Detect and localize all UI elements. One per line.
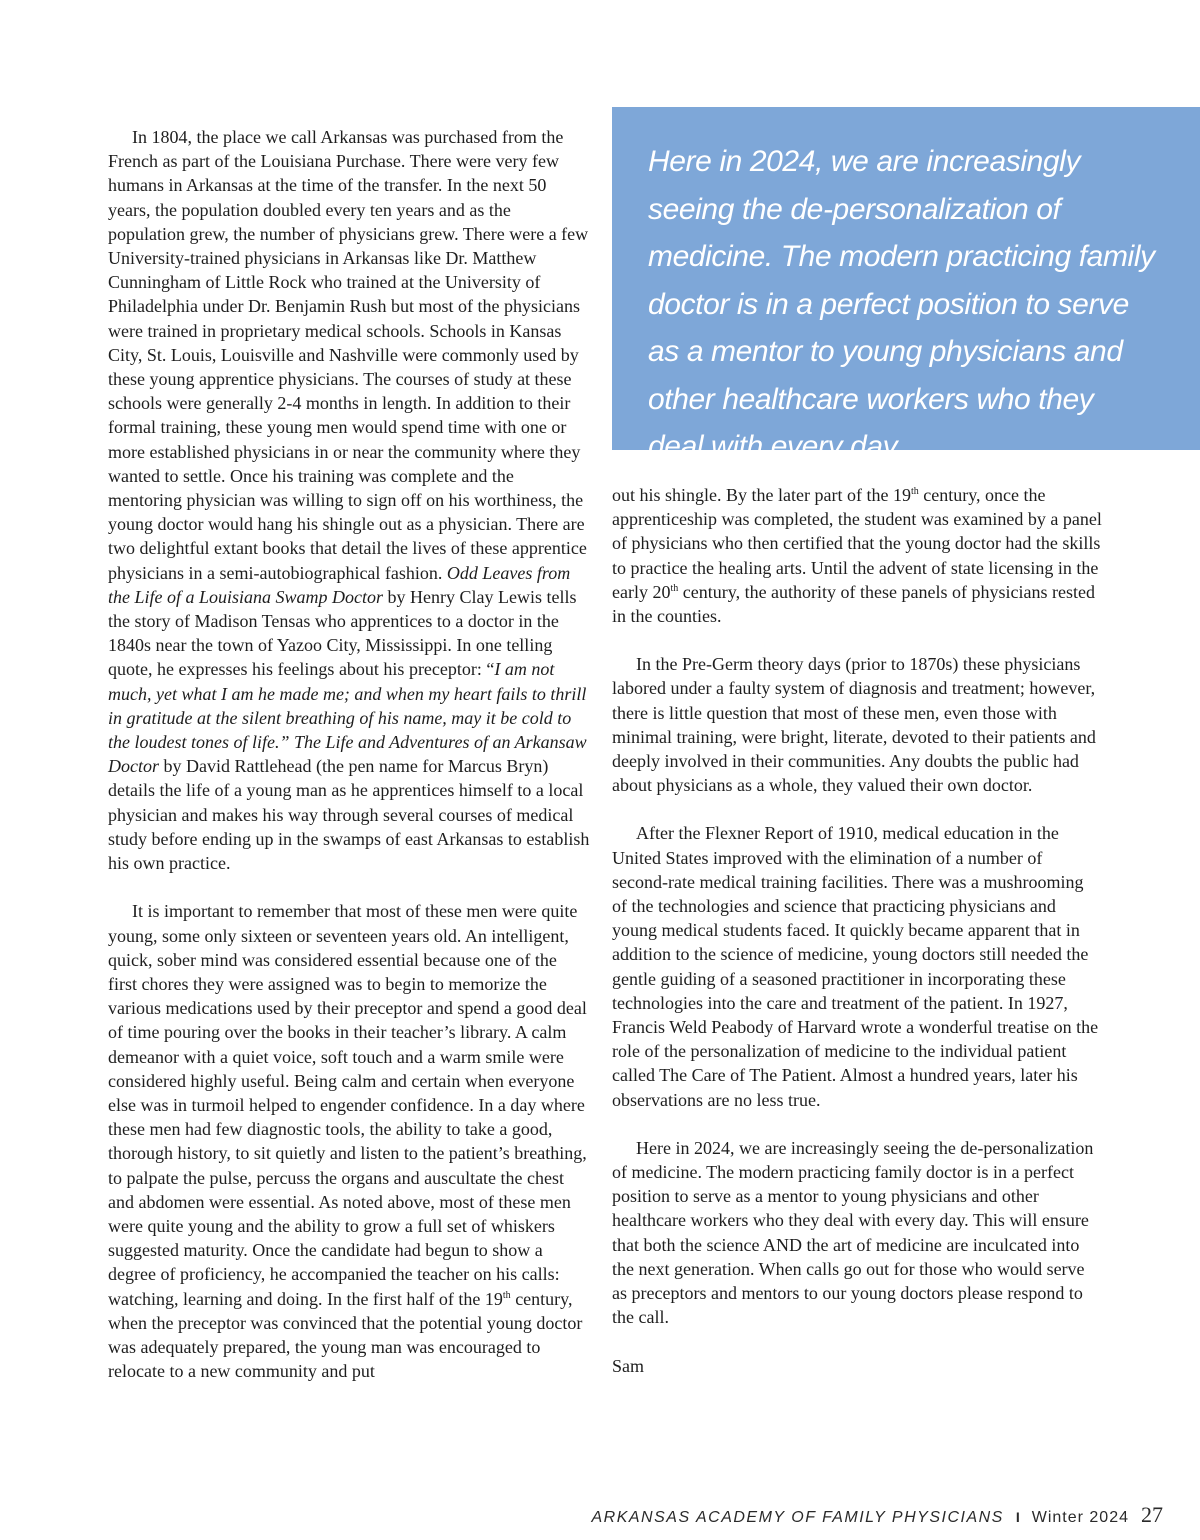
- body-paragraph: In the Pre-Germ theory days (prior to 1870s) these physicians labored under a faulty system of diagnosis and treatment; however, there is little question that most of these men, even those with minimal training, were bright, literate, devoted to their patients and deeply involved in their communities. Any doubts the public had about physicians as a whole, they valued their own doctor.: [612, 654, 1096, 796]
- pull-quote-box: [612, 107, 1200, 463]
- article-left-column: [108, 125, 590, 1383]
- page-footer: [591, 1502, 1163, 1528]
- footer-issue: Winter 2024: [1031, 1509, 1129, 1526]
- body-paragraph: It is important to remember that most of these men were quite young, some only sixteen or seventeen years old. An intelligent, quick, sober mind was considered essential because one of the first chores they were assigned was to begin to memorize the various medications used by their preceptor and spend a good deal of time pouring over the books in their teacher’s library. A calm demeanor with a quiet voice, soft touch and a warm smile were considered highly useful. Being calm and certain when everyone else was in turmoil helped to engender confidence. In a day where these men had few diagnostic tools, the ability to take a good, thorough history, to sit quietly and listen to the patient’s breathing, to palpate the pulse, percuss the organs and auscultate the chest and abdomen were essential. As noted above, most of these men were quite young and the ability to grow a full set of whiskers suggested maturity. Once the candidate had begun to show a degree of proficiency, he accompanied the teacher on his calls: watching, learning and doing. In the first half of the 19th century, when the preceptor was convinced that the potential young doctor was adequately prepared, the young man was encouraged to relocate to a new community and put: [108, 901, 587, 1382]
- footer-separator: I: [1015, 1509, 1020, 1525]
- book-quote: I am not much, yet what I am he made me; and when my heart fails to thrill in gratitude at the silent breathing of his name, may it be cold to the loudest tones of life.” The Life and Adventures of an Arkansaw Doctor: [108, 659, 587, 777]
- body-paragraph: out his shingle. By the later part of the 19th century, once the apprenticeship was completed, the student was examined by a panel of physicians who then certified that the young doctor had the skills to practice the healing arts. Until the advent of state licensing in the early 20th century, the authority of these panels of physicians rested in the counties.: [612, 485, 1102, 627]
- book-title: Odd Leaves from the Life of a Louisiana Swamp Doctor: [108, 562, 571, 607]
- body-paragraph: After the Flexner Report of 1910, medical education in the United States improved with the elimination of a number of second-rate medical training facilities. There was a mushrooming of the technologies and science that practicing physicians and young medical students faced. It quickly became apparent that in addition to the science of medicine, young doctors still needed the gentle guiding of a seasoned practitioner in incorporating these technologies into the care and treatment of the patient. In 1927, Francis Weld Peabody of Harvard wrote a wonderful treatise on the role of the personalization of medicine to the individual patient called The Care of The Patient. Almost a hundred years, later his observations are no less true.: [612, 823, 1099, 1110]
- signature: Sam: [612, 1355, 645, 1376]
- pull-quote-text: Here in 2024, we are increasingly seeing the de-personalization of medicine. The modern practicing family doctor is in a perfect position to serve as a mentor to young physicians and other healthcare workers who they deal with every day.: [648, 145, 1155, 463]
- article-right-column: [612, 483, 1102, 1378]
- page-number: 27: [1141, 1502, 1163, 1527]
- footer-organization: ARKANSAS ACADEMY OF FAMILY PHYSICIANS: [591, 1509, 1004, 1526]
- body-paragraph: Here in 2024, we are increasingly seeing the de-personalization of medicine. The modern practicing family doctor is in a perfect position to serve as a mentor to young physicians and other healthcare workers who they deal with every day. This will ensure that both the science AND the art of medicine are inculcated into the next generation. When calls go out for those who would serve as preceptors and mentors to our young doctors please respond to the call.: [612, 1137, 1094, 1328]
- body-paragraph: In 1804, the place we call Arkansas was purchased from the French as part of the Louisiana Purchase. There were very few humans in Arkansas at the time of the transfer. In the next 50 years, the population doubled every ten years and as the population grew, the number of physicians grew. There were a few University-trained physicians in Arkansas like Dr. Matthew Cunningham of Little Rock who trained at the University of Philadelphia under Dr. Benjamin Rush but most of the physicians were trained in proprietary medical schools. Schools in Kansas City, St. Louis, Louisville and Nashville were commonly used by these young apprentice physicians. The courses of study at these schools were generally 2-4 months in length. In addition to their formal training, these young men would spend time with one or more established physicians in or near the community where they wanted to settle. Once his training was complete and the mentoring physician was willing to sign off on his worthiness, the young doctor would hang his shingle out as a physician. There are two delightful extant books that detail the lives of these apprentice physicians in a semi-autobiographical fashion. Odd Leaves from the Life of a Louisiana Swamp Doctor by Henry Clay Lewis tells the story of Madison Tensas who apprentices to a doctor in the 1840s near the town of Yazoo City, Mississippi. In one telling quote, he expresses his feelings about his preceptor: “I am not much, yet what I am he made me; and when my heart fails to thrill in gratitude at the silent breathing of his name, may it be cold to the loudest tones of life.” The Life and Adventures of an Arkansaw Doctor by David Rattlehead (the pen name for Marcus Bryn) details the life of a young man as he apprentices himself to a local physician and makes his way through several courses of medical study before ending up in the swamps of east Arkansas to establish his own practice.: [108, 127, 590, 874]
